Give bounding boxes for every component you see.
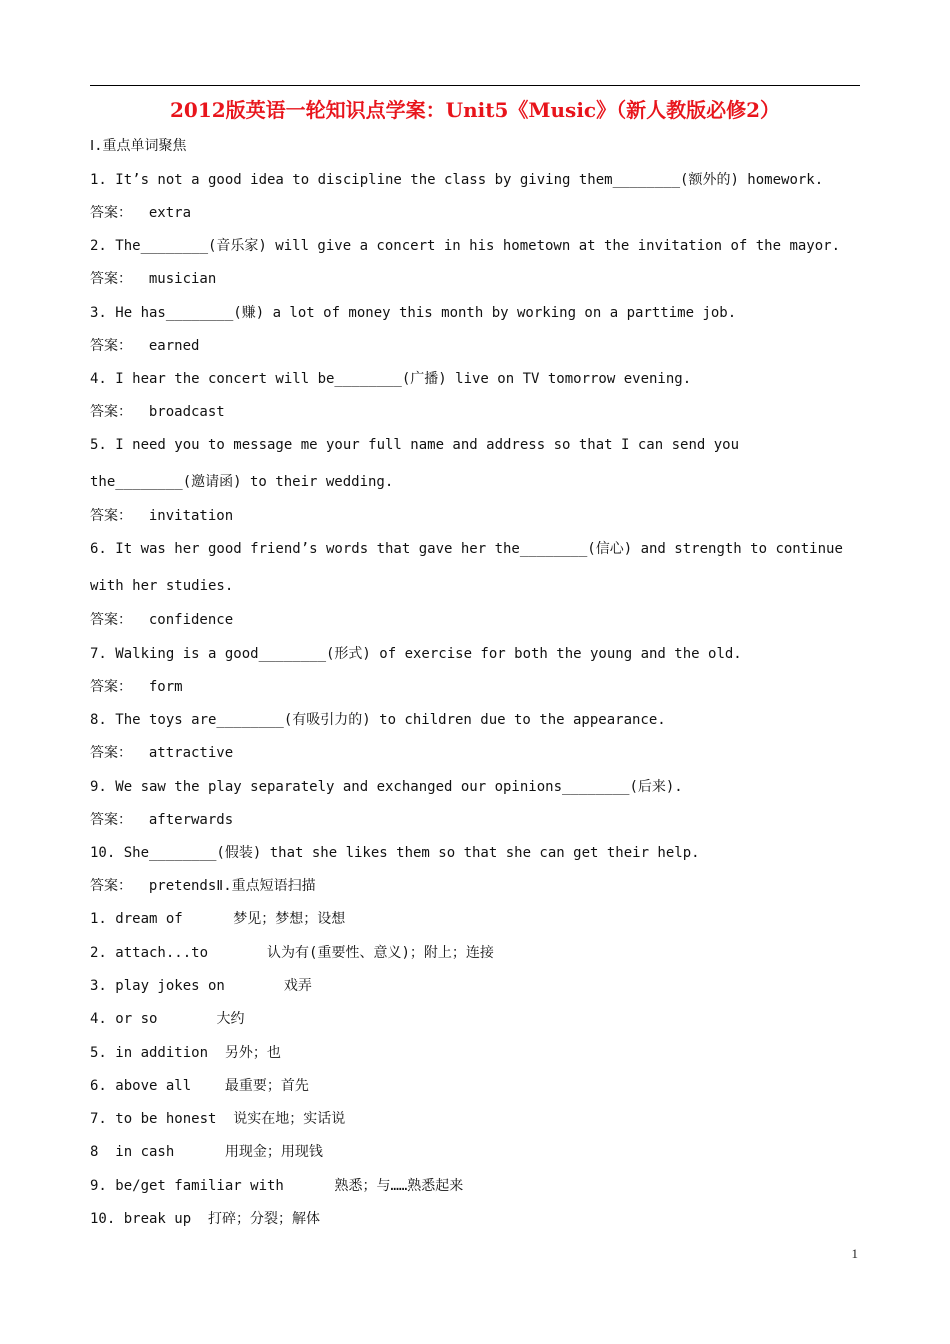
answer-text: afterwards xyxy=(148,812,234,828)
question-7: 7. Walking is a good________(形式) of exercise for both the young and the old. xyxy=(90,646,742,662)
phrase-en: 6. above all xyxy=(90,1078,192,1094)
answer-text: invitation xyxy=(148,508,234,524)
answer-4 xyxy=(90,402,865,422)
phrase-zh: 大约 xyxy=(216,1011,245,1027)
phrase-en: 7. to be honest xyxy=(90,1111,217,1127)
answer-2 xyxy=(90,269,865,289)
answer-10 xyxy=(90,876,865,896)
answer-6 xyxy=(90,610,865,630)
phrase-10 xyxy=(90,1209,865,1229)
phrase-zh: 另外；也 xyxy=(224,1045,281,1061)
phrase-3 xyxy=(90,976,865,996)
page-title: 2012版英语一轮知识点学案：Unit5《Music》（新人教版必修2） xyxy=(169,98,781,122)
question-5: 5. I need you to message me your full name and address so that I can send you the________(邀请函) to their wedding. xyxy=(90,437,740,490)
answer-label: 答案： xyxy=(90,271,132,287)
page-number: 1 xyxy=(851,1246,858,1261)
question-1: 1. It’s not a good idea to discipline the class by giving them________(额外的) homework. xyxy=(90,172,824,188)
phrase-en: 8 in cash xyxy=(90,1144,175,1160)
answer-text: musician xyxy=(148,271,217,287)
answer-text: confidence xyxy=(148,612,234,628)
phrase-zh: 说实在地；实话说 xyxy=(233,1111,346,1127)
question-8: 8. The toys are________(有吸引力的) to children due to the appearance. xyxy=(90,712,666,728)
answer-label: 答案： xyxy=(90,612,132,628)
phrase-en: 1. dream of xyxy=(90,911,183,927)
answer-label: 答案： xyxy=(90,812,132,828)
question-3: 3. He has________(赚) a lot of money this month by working on a parttime job. xyxy=(90,305,737,321)
phrase-9 xyxy=(90,1176,865,1196)
answer-label: 答案： xyxy=(90,745,132,761)
answer-text: attractive xyxy=(148,745,234,761)
phrase-zh: 熟悉；与……熟悉起来 xyxy=(334,1178,464,1194)
phrase-8 xyxy=(90,1142,865,1162)
answer-label: 答案： xyxy=(90,404,132,420)
header-rule xyxy=(90,85,860,86)
question-10: 10. She________(假装) that she likes them so that she can get their help. xyxy=(90,845,700,861)
answer-1 xyxy=(90,203,865,223)
answer-text: extra xyxy=(148,205,192,221)
section-heading-words: Ⅰ.重点单词聚焦 xyxy=(90,138,187,154)
phrase-5 xyxy=(90,1043,865,1063)
answer-text: broadcast xyxy=(148,404,225,420)
question-4: 4. I hear the concert will be________(广播) live on TV tomorrow evening. xyxy=(90,371,692,387)
phrase-7 xyxy=(90,1109,865,1129)
phrase-en: 9. be/get familiar with xyxy=(90,1178,284,1194)
phrase-en: 2. attach...to xyxy=(90,945,209,961)
answer-8 xyxy=(90,743,865,763)
answer-label: 答案： xyxy=(90,205,132,221)
question-2: 2. The________(音乐家) will give a concert in his hometown at the invitation of the mayor. xyxy=(90,238,841,254)
phrase-zh: 认为有(重要性、意义)；附上；连接 xyxy=(267,945,494,961)
answer-label: 答案： xyxy=(90,878,132,894)
phrase-en: 10. break up xyxy=(90,1211,192,1227)
question-9: 9. We saw the play separately and exchanged our opinions________(后来). xyxy=(90,779,683,795)
answer-9 xyxy=(90,810,865,830)
answer-3 xyxy=(90,336,865,356)
phrase-zh: 打碎；分裂；解体 xyxy=(208,1211,321,1227)
answer-text: earned xyxy=(148,338,200,354)
phrase-zh: 梦见；梦想；设想 xyxy=(233,911,346,927)
answer-text: form xyxy=(148,679,183,695)
answer-5 xyxy=(90,506,865,526)
phrase-zh: 戏弄 xyxy=(283,978,312,994)
phrase-en: 4. or so xyxy=(90,1011,158,1027)
phrase-zh: 最重要；首先 xyxy=(224,1078,309,1094)
answer-label: 答案： xyxy=(90,508,132,524)
answer-label: 答案： xyxy=(90,679,132,695)
answer-label: 答案： xyxy=(90,338,132,354)
question-6: 6. It was her good friend’s words that gave her the________(信心) and strength to continue with her studies. xyxy=(90,541,843,594)
phrase-4 xyxy=(90,1009,865,1029)
answer-text: pretends xyxy=(148,878,217,894)
phrase-en: 5. in addition xyxy=(90,1045,209,1061)
phrase-2 xyxy=(90,943,865,963)
phrase-zh: 用现金；用现钱 xyxy=(224,1144,323,1160)
phrase-6 xyxy=(90,1076,865,1096)
section-heading-phrases: Ⅱ.重点短语扫描 xyxy=(216,878,316,894)
answer-7 xyxy=(90,677,865,697)
phrase-en: 3. play jokes on xyxy=(90,978,225,994)
phrase-1 xyxy=(90,909,865,929)
